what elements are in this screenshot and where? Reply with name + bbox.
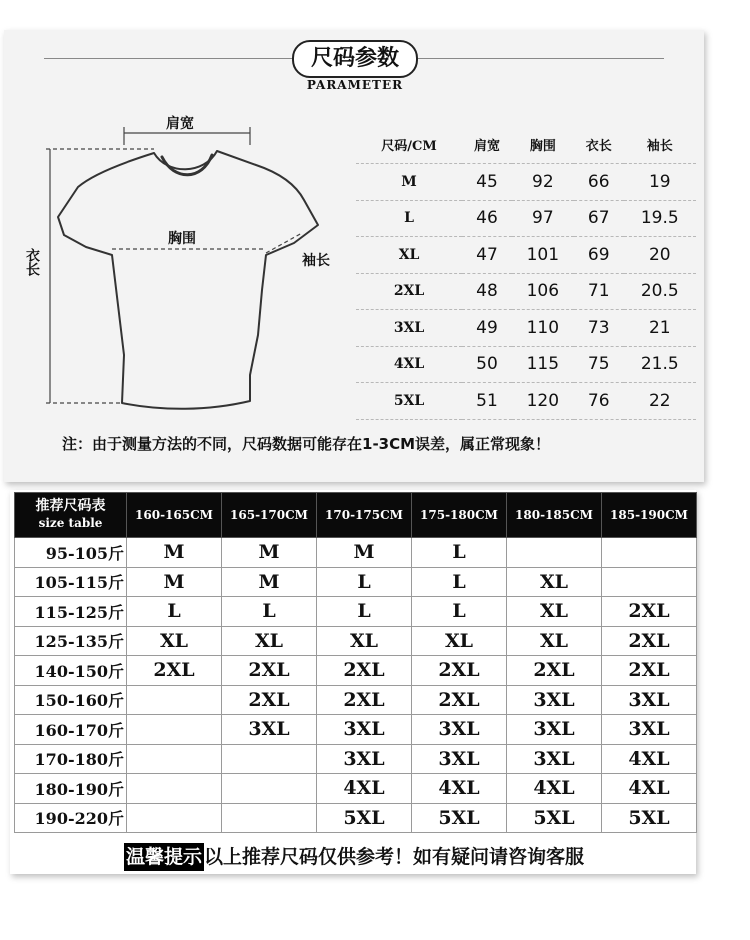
size-cell: [222, 744, 317, 774]
param-cell: 46: [462, 200, 512, 237]
size-cell: 3XL: [602, 685, 697, 715]
size-cell: L: [412, 538, 507, 568]
size-cell: 2XL: [412, 656, 507, 686]
size-cell: 5XL: [507, 803, 602, 833]
tshirt-outline: [58, 151, 318, 409]
weight-cell: 190-220斤: [15, 803, 127, 833]
param-cell: 66: [574, 164, 624, 201]
param-cell: 110: [512, 310, 574, 347]
size-cell: XL: [127, 626, 222, 656]
param-cell: L: [356, 200, 462, 237]
param-cell: 67: [574, 200, 624, 237]
size-cell: 3XL: [222, 715, 317, 745]
param-row: [356, 200, 696, 237]
param-cell: 5XL: [356, 383, 462, 420]
size-cell: 4XL: [507, 774, 602, 804]
tshirt-diagram: [12, 105, 352, 425]
weight-cell: 125-135斤: [15, 626, 127, 656]
size-row: [15, 803, 697, 833]
size-cell: L: [127, 597, 222, 627]
size-cell: [127, 803, 222, 833]
param-header-row: [356, 125, 696, 164]
size-row: [15, 715, 697, 745]
size-cell: M: [222, 538, 317, 568]
size-cell: 4XL: [602, 774, 697, 804]
param-header-sleeve: 袖长: [624, 125, 696, 164]
param-cell: 19.5: [624, 200, 696, 237]
param-cell: 92: [512, 164, 574, 201]
param-cell: 22: [624, 383, 696, 420]
size-cell: [602, 567, 697, 597]
size-cell: [127, 774, 222, 804]
param-cell: 69: [574, 237, 624, 274]
param-header-shoulder: 肩宽: [462, 125, 512, 164]
sleeve-measure-line: [266, 233, 302, 253]
size-cell: M: [127, 567, 222, 597]
weight-cell: 105-115斤: [15, 567, 127, 597]
weight-cell: 150-160斤: [15, 685, 127, 715]
param-row: [356, 237, 696, 274]
size-cell: 4XL: [602, 744, 697, 774]
param-header-size: 尺码/CM: [356, 125, 462, 164]
size-row: [15, 626, 697, 656]
param-row: [356, 383, 696, 420]
size-cell: L: [222, 597, 317, 627]
size-cell: 2XL: [317, 685, 412, 715]
size-cell: [507, 538, 602, 568]
param-cell: 49: [462, 310, 512, 347]
height-header: 185-190CM: [602, 493, 697, 538]
size-cell: 2XL: [602, 597, 697, 627]
chest-label: 胸围: [168, 231, 196, 247]
height-header: 165-170CM: [222, 493, 317, 538]
size-cell: 5XL: [602, 803, 697, 833]
size-cell: [602, 538, 697, 568]
parameter-table: [356, 125, 696, 420]
size-cell: 3XL: [317, 715, 412, 745]
size-cell: M: [222, 567, 317, 597]
param-cell: 71: [574, 273, 624, 310]
size-cell: XL: [222, 626, 317, 656]
param-cell: M: [356, 164, 462, 201]
page-title: 尺码参数: [292, 40, 418, 78]
param-cell: 45: [462, 164, 512, 201]
param-row: [356, 310, 696, 347]
size-table-header: [15, 493, 697, 538]
size-table-corner: [15, 493, 127, 538]
size-cell: [222, 803, 317, 833]
size-table-title: 推荐尺码表: [35, 498, 106, 514]
size-cell: 2XL: [412, 685, 507, 715]
weight-cell: 170-180斤: [15, 744, 127, 774]
size-cell: L: [317, 597, 412, 627]
param-cell: 51: [462, 383, 512, 420]
param-cell: 19: [624, 164, 696, 201]
height-header: 170-175CM: [317, 493, 412, 538]
param-cell: 106: [512, 273, 574, 310]
param-cell: 73: [574, 310, 624, 347]
size-cell: 3XL: [412, 715, 507, 745]
size-cell: 3XL: [507, 744, 602, 774]
size-cell: 5XL: [412, 803, 507, 833]
param-header-chest: 胸围: [512, 125, 574, 164]
param-header-length: 衣长: [574, 125, 624, 164]
recommended-size-table: [14, 492, 697, 833]
size-cell: [127, 715, 222, 745]
param-cell: 101: [512, 237, 574, 274]
tip-badge: 温馨提示: [124, 843, 204, 871]
size-cell: 2XL: [507, 656, 602, 686]
warm-tip: [124, 843, 584, 871]
height-header: 175-180CM: [412, 493, 507, 538]
size-cell: 3XL: [507, 715, 602, 745]
size-cell: [127, 685, 222, 715]
size-row: [15, 597, 697, 627]
param-cell: 76: [574, 383, 624, 420]
tip-text: 以上推荐尺码仅供参考！如有疑问请咨询客服: [204, 846, 585, 868]
size-cell: XL: [507, 567, 602, 597]
size-cell: L: [317, 567, 412, 597]
size-cell: [127, 744, 222, 774]
param-cell: 115: [512, 346, 574, 383]
weight-cell: 95-105斤: [15, 538, 127, 568]
shoulder-label: 肩宽: [166, 116, 194, 132]
size-cell: XL: [317, 626, 412, 656]
size-row: [15, 744, 697, 774]
header-divider-left: [44, 58, 292, 59]
param-cell: 3XL: [356, 310, 462, 347]
param-cell: 20: [624, 237, 696, 274]
size-cell: XL: [507, 597, 602, 627]
size-cell: 2XL: [602, 626, 697, 656]
param-cell: 2XL: [356, 273, 462, 310]
size-table-subtitle: size table: [38, 516, 103, 530]
size-cell: L: [412, 567, 507, 597]
param-cell: 47: [462, 237, 512, 274]
weight-cell: 160-170斤: [15, 715, 127, 745]
size-row: [15, 538, 697, 568]
size-cell: 2XL: [317, 656, 412, 686]
size-cell: 4XL: [317, 774, 412, 804]
param-row: [356, 273, 696, 310]
size-cell: 3XL: [412, 744, 507, 774]
param-cell: 75: [574, 346, 624, 383]
param-cell: 21: [624, 310, 696, 347]
param-cell: 48: [462, 273, 512, 310]
sleeve-label: 袖长: [302, 253, 330, 269]
param-cell: 21.5: [624, 346, 696, 383]
size-cell: M: [127, 538, 222, 568]
param-cell: 120: [512, 383, 574, 420]
size-cell: 5XL: [317, 803, 412, 833]
param-cell: XL: [356, 237, 462, 274]
measurement-note: 注：由于测量方法的不同，尺码数据可能存在1-3CM误差，属正常现象！: [62, 435, 551, 453]
param-row: [356, 164, 696, 201]
size-cell: [222, 774, 317, 804]
weight-cell: 180-190斤: [15, 774, 127, 804]
page-subtitle: PARAMETER: [306, 78, 404, 92]
size-cell: 2XL: [222, 685, 317, 715]
length-label: 衣长: [24, 248, 40, 276]
weight-cell: 140-150斤: [15, 656, 127, 686]
param-cell: 50: [462, 346, 512, 383]
size-cell: 4XL: [412, 774, 507, 804]
size-cell: XL: [507, 626, 602, 656]
param-cell: 4XL: [356, 346, 462, 383]
param-cell: 20.5: [624, 273, 696, 310]
weight-cell: 115-125斤: [15, 597, 127, 627]
param-cell: 97: [512, 200, 574, 237]
size-row: [15, 567, 697, 597]
header-divider-right: [414, 58, 664, 59]
size-cell: M: [317, 538, 412, 568]
height-header: 160-165CM: [127, 493, 222, 538]
size-row: [15, 656, 697, 686]
size-cell: 3XL: [602, 715, 697, 745]
size-cell: 2XL: [127, 656, 222, 686]
height-header: 180-185CM: [507, 493, 602, 538]
size-cell: L: [412, 597, 507, 627]
size-row: [15, 774, 697, 804]
size-cell: XL: [412, 626, 507, 656]
param-row: [356, 346, 696, 383]
size-cell: 2XL: [222, 656, 317, 686]
size-cell: 3XL: [317, 744, 412, 774]
size-row: [15, 685, 697, 715]
size-cell: 2XL: [602, 656, 697, 686]
size-cell: 3XL: [507, 685, 602, 715]
